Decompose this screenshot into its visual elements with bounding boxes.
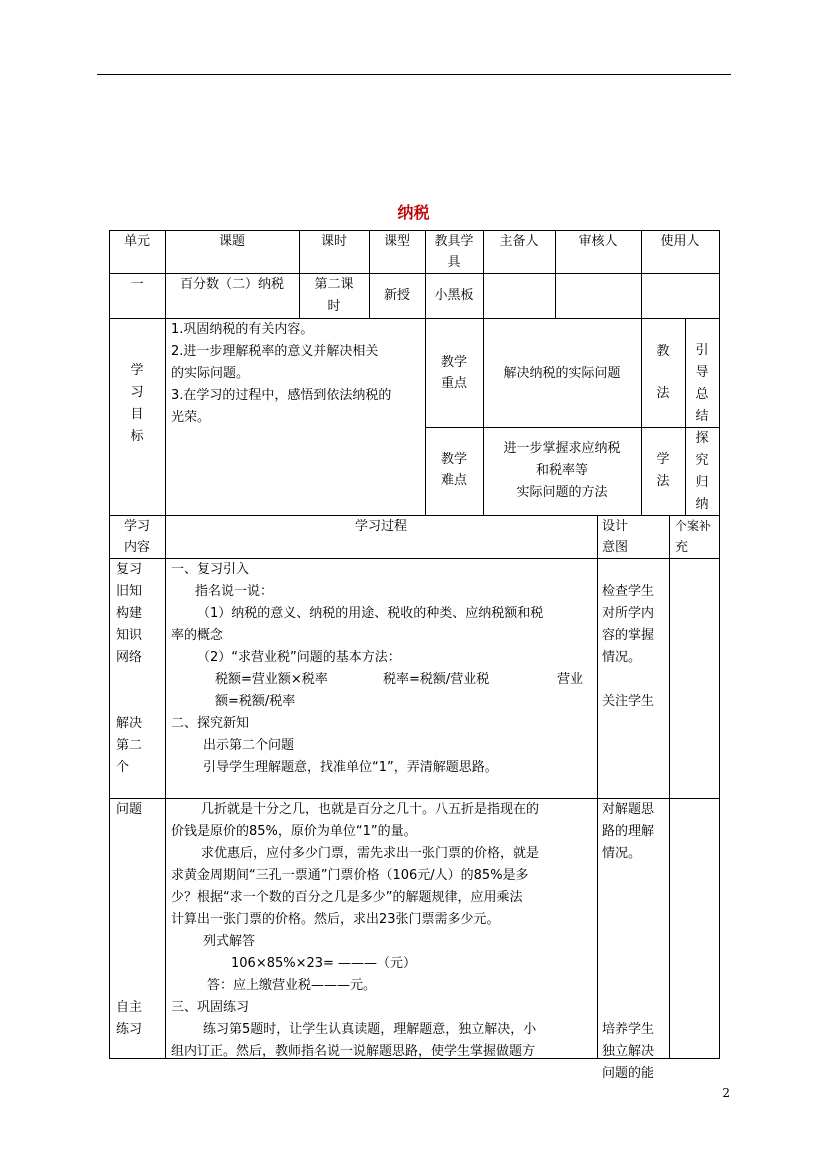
personal-header-line1: 个案补 [675, 519, 712, 533]
learning-method-value: 探 究 归 纳 [695, 431, 709, 512]
difficulty-label-line1: 教学 [440, 452, 467, 467]
intent-header-line1: 设计 [602, 519, 629, 534]
learning-method-label: 学 法 [656, 452, 670, 489]
row1-tools: 小黑板 [434, 288, 474, 303]
process-line: 指名说一说： [195, 584, 274, 599]
section2-left-labels: 问题 自主 练习 [116, 802, 143, 1037]
process-line: 列式解答 [203, 934, 256, 949]
process-line: 三、巩固练习 [171, 1000, 250, 1015]
header-tools-line2: 具 [447, 255, 461, 270]
goal-line: 3.在学习的过程中，感悟到依法纳税的 [171, 388, 392, 403]
header-period: 课时 [320, 234, 347, 249]
header-type: 课型 [383, 234, 410, 249]
process-line: 练习第5题时，让学生认真读题，理解题意，独立解决，小 [203, 1022, 537, 1037]
goals-list [171, 319, 391, 429]
key-label-line1: 教学 [440, 355, 467, 370]
row1-type: 新授 [383, 288, 410, 303]
row1-period-line1: 第二课 [314, 277, 354, 292]
teaching-method-value: 引 导 总 结 [695, 343, 709, 424]
process-line: （1）纳税的意义、纳税的用途、税收的种类、应纳税额和税 [197, 606, 544, 621]
process-line: 求黄金周期间“三孔一票通”门票价格（106元/人）的85%是多 [171, 868, 529, 883]
content-header-line1: 学习 [123, 519, 150, 534]
difficulty-content: 进一步掌握求应纳税 和税率等 实际问题的方法 [503, 441, 621, 500]
goal-line: 2.进一步理解税率的意义并解决相关 [171, 344, 379, 359]
section2-process [171, 799, 539, 1063]
header-topic: 课题 [218, 234, 245, 249]
section1-left-labels: 复习 旧知 构建 知识 网络 解决 第二 个 [116, 562, 143, 775]
row1-period-line2: 时 [327, 299, 341, 314]
teaching-method-label: 教 法 [656, 344, 670, 401]
page-number: 2 [722, 1086, 730, 1100]
process-line: 率的概念 [171, 628, 224, 643]
process-line: 二、探究新知 [171, 716, 250, 731]
process-line: 计算出一张门票的价格。然后，求出23张门票需多少元。 [171, 912, 500, 927]
header-user: 使用人 [660, 234, 700, 249]
process-line: 求优惠后，应付多少门票，需先求出一张门票的价格，就是 [201, 846, 540, 861]
section1-intent: 检查学生 对所学内 容的掌握 情况。 关注学生 [602, 584, 655, 709]
row1-unit: 一 [130, 277, 144, 292]
content-header-line2: 内容 [123, 540, 150, 555]
header-preparer: 主备人 [499, 234, 539, 249]
formula-line: 106×85%×23= ———（元） [231, 956, 417, 971]
goal-line: 的实际问题。 [171, 366, 250, 381]
goals-label: 学 习 目 标 [130, 363, 144, 444]
goal-line: 光荣。 [171, 410, 211, 425]
process-line: 出示第二个问题 [203, 738, 295, 753]
process-line: 少？根据“求一个数的百分之几是多少”的解题规律，应用乘法 [171, 890, 523, 905]
header-tools-line1: 教具学 [434, 234, 474, 249]
process-line: （2）“求营业税”问题的基本方法： [197, 650, 401, 665]
goal-line: 1.巩固纳税的有关内容。 [171, 322, 314, 337]
process-line: 引导学生理解题意，找准单位“1”，弄清解题思路。 [203, 760, 498, 775]
intent-header-line2: 意图 [602, 540, 629, 555]
process-header: 学习过程 [354, 519, 407, 534]
process-line: 价钱是原价的85%，原价为单位“1”的量。 [171, 824, 417, 839]
difficulty-label-line2: 难点 [440, 473, 467, 488]
header-unit: 单元 [123, 234, 150, 249]
process-line: 额=税额/税率 [215, 694, 296, 709]
key-content: 解决纳税的实际问题 [503, 366, 621, 381]
header-reviewer: 审核人 [578, 234, 618, 249]
formula-line: 税额=营业额×税率 税率=税额/营业税 营业 [215, 672, 584, 687]
process-line: 几折就是十分之几，也就是百分之几十。八五折是指现在的 [201, 802, 540, 817]
header-rule [97, 74, 731, 75]
process-line: 一、复习引入 [171, 562, 250, 577]
personal-header-line2: 充 [675, 540, 689, 555]
process-line: 组内订正。然后，教师指名说一说解题思路，使学生掌握做题方 [171, 1044, 536, 1059]
page-title: 纳税 [397, 203, 430, 222]
answer-line: 答：应上缴营业税———元。 [207, 978, 377, 993]
row1-topic: 百分数（二）纳税 [179, 277, 284, 292]
section1-process [171, 559, 584, 779]
section2-intent: 对解题思 路的理解 情况。 培养学生 独立解决 问题的能 [602, 802, 655, 1081]
key-label-line2: 重点 [440, 376, 467, 391]
